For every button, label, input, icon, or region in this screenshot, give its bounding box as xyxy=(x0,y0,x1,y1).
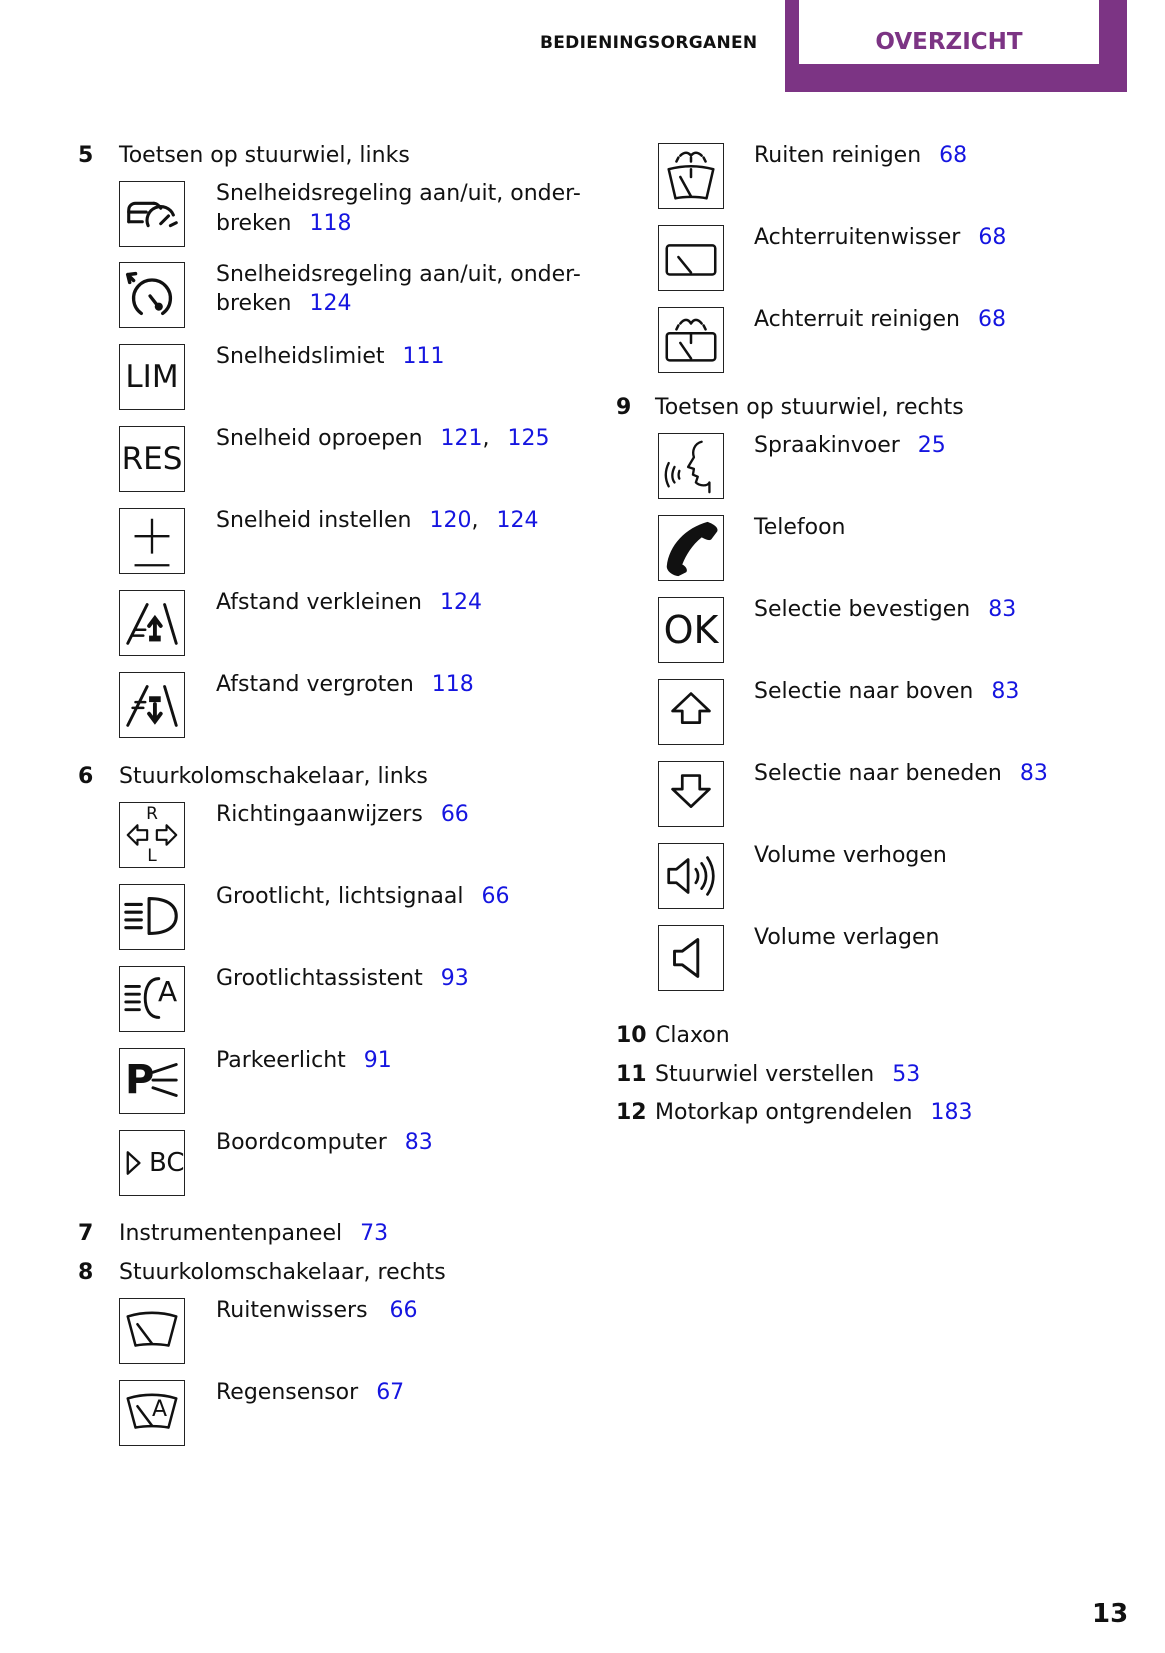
group-title: Toetsen op stuurwiel, rechts xyxy=(655,395,964,420)
group-title: Instrumentenpaneel xyxy=(119,1221,343,1246)
rear-washer-icon xyxy=(658,307,724,373)
rain-sensor-icon xyxy=(119,1380,185,1446)
item-row xyxy=(754,760,1048,788)
item-label: Snelheidsregeling aan/uit, onder- xyxy=(216,181,581,206)
volume-down-icon xyxy=(658,925,724,991)
group-row xyxy=(655,1099,973,1127)
page-link[interactable]: 68 xyxy=(977,307,1006,332)
icon-text: RES xyxy=(121,441,183,477)
separator: , xyxy=(482,426,490,451)
item-label: Afstand vergroten xyxy=(216,672,414,697)
group-title: Toetsen op stuurwiel, links xyxy=(119,143,410,168)
group-number: 12 xyxy=(616,1100,647,1125)
item-row xyxy=(216,343,445,371)
item-label: Grootlicht, lichtsignaal xyxy=(216,884,464,909)
group-number: 9 xyxy=(616,395,632,420)
chapter-tab-label: OVERZICHT xyxy=(799,0,1099,64)
page-link[interactable]: 67 xyxy=(376,1380,405,1405)
page-link[interactable]: 83 xyxy=(991,679,1020,704)
item-row xyxy=(754,224,1006,252)
board-computer-icon xyxy=(119,1130,185,1196)
item-label: Ruitenwissers xyxy=(216,1298,368,1323)
icon-text: BC xyxy=(149,1148,185,1178)
page-link[interactable]: 68 xyxy=(978,225,1007,250)
group-title: Stuurkolomschakelaar, rechts xyxy=(119,1260,446,1285)
item-label: Ruiten reinigen xyxy=(754,143,922,168)
page-link[interactable]: 121 xyxy=(440,426,483,451)
group-title: Claxon xyxy=(655,1023,730,1048)
item-label: Richtingaanwijzers xyxy=(216,802,423,827)
page-link[interactable]: 124 xyxy=(309,291,352,316)
turn-signal-icon xyxy=(119,802,185,868)
icon-text: P xyxy=(125,1057,155,1103)
arrow-down-icon xyxy=(658,761,724,827)
section-title: BEDIENINGSORGANEN xyxy=(540,33,758,53)
group-number: 5 xyxy=(78,143,94,168)
item-label: Snelheid oproepen xyxy=(216,426,423,451)
left-letter: L xyxy=(147,846,157,866)
confirm-ok-icon xyxy=(658,597,724,663)
item-label: Parkeerlicht xyxy=(216,1048,346,1073)
cruise-control-icon xyxy=(119,181,185,247)
group-number: 11 xyxy=(616,1062,647,1087)
item-label: Snelheid instellen xyxy=(216,508,412,533)
windscreen-washer-icon xyxy=(658,143,724,209)
page-link[interactable]: 124 xyxy=(440,590,483,615)
item-label: Volume verhogen xyxy=(754,843,947,868)
high-beam-assistant-icon xyxy=(119,966,185,1032)
item-row xyxy=(754,306,1006,334)
item-label: Grootlichtassistent xyxy=(216,966,423,991)
group-number: 8 xyxy=(78,1260,94,1285)
page-link[interactable]: 66 xyxy=(389,1298,418,1323)
plus-icon xyxy=(119,508,185,574)
page-link[interactable]: 125 xyxy=(507,426,550,451)
item-label: Selectie naar beneden xyxy=(754,761,1002,786)
resume-speed-icon xyxy=(119,426,185,492)
page-link[interactable]: 83 xyxy=(1019,761,1048,786)
page-link[interactable]: 120 xyxy=(429,508,472,533)
item-label: Regensensor xyxy=(216,1380,359,1405)
item-label: Spraakinvoer xyxy=(754,433,900,458)
separator: , xyxy=(471,508,479,533)
page-link[interactable]: 111 xyxy=(402,344,445,369)
item-label-cont xyxy=(216,290,352,318)
high-beam-icon xyxy=(119,884,185,950)
group-row xyxy=(119,1220,388,1248)
page-link[interactable]: 66 xyxy=(481,884,510,909)
page-link[interactable]: 66 xyxy=(440,802,469,827)
page-link[interactable]: 25 xyxy=(917,433,946,458)
page-link[interactable]: 118 xyxy=(309,211,352,236)
item-row xyxy=(216,1297,418,1325)
phone-icon xyxy=(658,515,724,581)
item-row xyxy=(216,883,509,911)
item-label: Telefoon xyxy=(754,515,846,540)
item-row xyxy=(754,432,946,460)
item-label: Snelheidsregeling aan/uit, onder- xyxy=(216,262,581,287)
page-number: 13 xyxy=(1092,1599,1129,1629)
group-title: Motorkap ontgrendelen xyxy=(655,1100,913,1125)
item-row xyxy=(216,589,482,617)
page-link[interactable]: 83 xyxy=(988,597,1017,622)
page-link[interactable]: 73 xyxy=(360,1221,389,1246)
right-letter: R xyxy=(146,804,158,824)
volume-up-icon xyxy=(658,843,724,909)
item-row xyxy=(754,678,1019,706)
group-title: Stuurkolomschakelaar, links xyxy=(119,764,428,789)
item-label: Achterruit reinigen xyxy=(754,307,960,332)
auto-letter: A xyxy=(152,1397,168,1422)
rear-wiper-icon xyxy=(658,225,724,291)
wiper-icon xyxy=(119,1298,185,1364)
page-link[interactable]: 183 xyxy=(930,1100,973,1125)
item-row xyxy=(216,965,469,993)
page-link[interactable]: 91 xyxy=(363,1048,392,1073)
group-row xyxy=(655,1061,920,1089)
page-link[interactable]: 118 xyxy=(431,672,474,697)
item-row xyxy=(216,671,474,699)
item-label: Volume verlagen xyxy=(754,925,940,950)
item-label: Snelheidslimiet xyxy=(216,344,385,369)
item-row xyxy=(216,1379,404,1407)
distance-increase-icon xyxy=(119,672,185,738)
page-link[interactable]: 53 xyxy=(892,1062,921,1087)
item-label: Selectie naar boven xyxy=(754,679,974,704)
arrow-up-icon xyxy=(658,679,724,745)
group-number: 7 xyxy=(78,1221,94,1246)
assistant-letter: A xyxy=(158,975,178,1008)
group-number: 10 xyxy=(616,1023,647,1048)
voice-input-icon xyxy=(658,433,724,499)
item-label: Boordcomputer xyxy=(216,1130,387,1155)
item-row xyxy=(216,1047,392,1075)
group-title: Stuurwiel verstellen xyxy=(655,1062,875,1087)
item-label: Achterruitenwisser xyxy=(754,225,961,250)
item-row xyxy=(216,801,469,829)
item-row xyxy=(216,507,539,535)
speed-limiter-icon xyxy=(119,344,185,410)
group-number: 6 xyxy=(78,764,94,789)
page-link[interactable]: 68 xyxy=(939,143,968,168)
item-row xyxy=(216,425,550,453)
item-row xyxy=(216,1129,433,1157)
page-link[interactable]: 93 xyxy=(440,966,469,991)
parking-light-icon xyxy=(119,1048,185,1114)
item-label-text: breken xyxy=(216,211,292,236)
item-row xyxy=(754,596,1016,624)
page-link[interactable]: 83 xyxy=(404,1130,433,1155)
cruise-control-speedometer-icon xyxy=(119,262,185,328)
chapter-tab xyxy=(785,0,1127,92)
item-row xyxy=(754,142,967,170)
icon-text: LIM xyxy=(125,359,179,395)
item-label-cont xyxy=(216,210,352,238)
icon-text: OK xyxy=(663,608,719,652)
page-link[interactable]: 124 xyxy=(496,508,539,533)
item-label: Afstand verkleinen xyxy=(216,590,423,615)
item-label: Selectie bevestigen xyxy=(754,597,971,622)
item-label-text: breken xyxy=(216,291,292,316)
distance-decrease-icon xyxy=(119,590,185,656)
